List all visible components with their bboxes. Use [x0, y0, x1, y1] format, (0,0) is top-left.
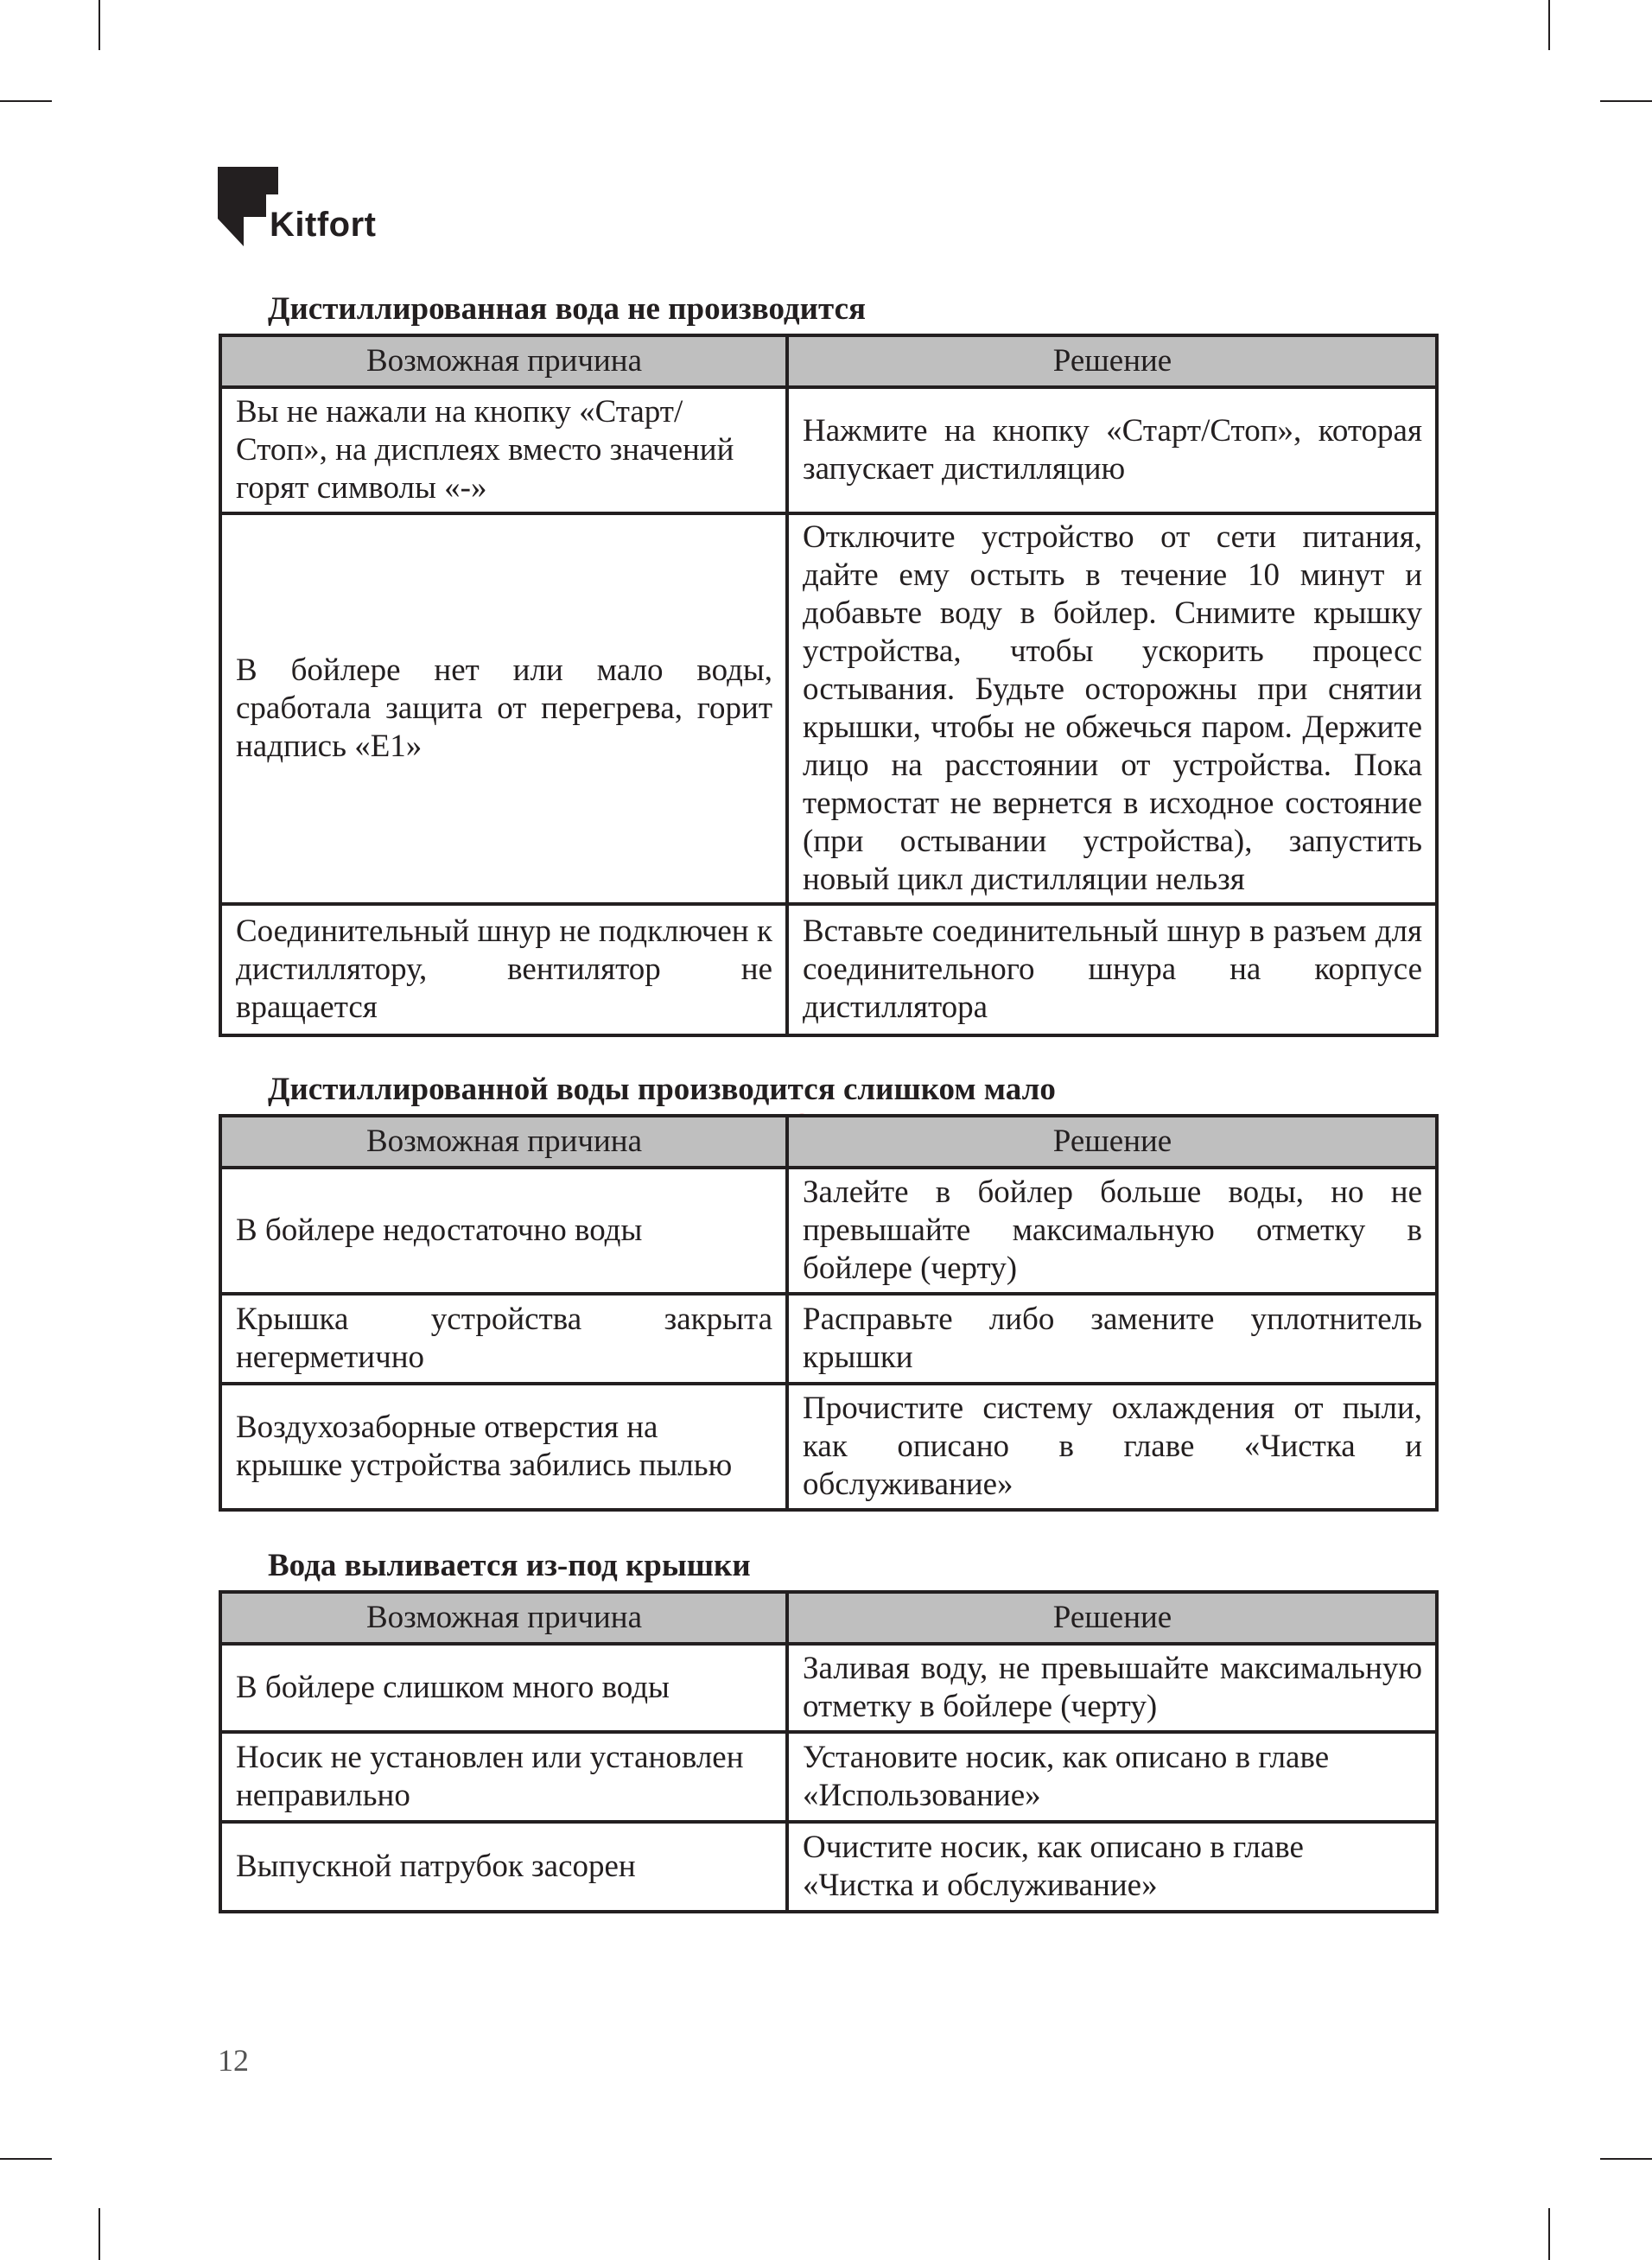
- crop-mark: [98, 0, 100, 50]
- cause-cell: Выпускной патрубок засорен: [220, 1822, 787, 1912]
- section-title: Вода выливается из-под крышки: [268, 1548, 751, 1583]
- crop-mark: [1548, 0, 1550, 50]
- cause-cell: В бойлере слишком много воды: [220, 1644, 787, 1732]
- cause-cell: Крышка устройства закрыта негерметично: [220, 1294, 787, 1384]
- solution-cell: Вставьте соединительный шнур в разъем для соединительного шнура на корпусе дистиллятора: [787, 904, 1437, 1035]
- solution-column-header: Решение: [787, 1592, 1437, 1644]
- cause-cell: В бойлере недостаточно воды: [220, 1168, 787, 1294]
- crop-mark: [1600, 100, 1652, 102]
- table-row: [220, 1384, 1437, 1510]
- solution-cell: Расправьте либо замените уплотнитель крышки: [787, 1294, 1437, 1384]
- solution-cell: Установите носик, как описано в главе «Использование»: [787, 1732, 1437, 1822]
- solution-cell: Нажмите на кнопку «Старт/Стоп», которая запускает дистилляцию: [787, 387, 1437, 513]
- table-row: [220, 513, 1437, 904]
- cause-column-header: Возможная причина: [220, 335, 787, 387]
- crop-mark: [98, 2208, 100, 2260]
- table-header-row: [220, 335, 1437, 387]
- solution-column-header: Решение: [787, 335, 1437, 387]
- crop-mark: [1600, 2158, 1652, 2160]
- section-title: Дистиллированная вода не производится: [268, 291, 867, 327]
- cause-cell: Носик не установлен или установлен неправильно: [220, 1732, 787, 1822]
- section-title: Дистиллированной воды производится слишком мало: [268, 1072, 1056, 1107]
- table-row: [220, 1732, 1437, 1822]
- cause-cell: Вы не нажали на кнопку «Старт/Стоп», на дисплеях вместо значений горят символы «-»: [220, 387, 787, 513]
- page-number: 12: [218, 2043, 249, 2078]
- table-row: [220, 387, 1437, 513]
- solution-cell: Заливая воду, не превышайте максимальную отметку в бойлере (черту): [787, 1644, 1437, 1732]
- crop-mark: [0, 2158, 52, 2160]
- solution-cell: Очистите носик, как описано в главе «Чистка и обслуживание»: [787, 1822, 1437, 1912]
- cause-column-header: Возможная причина: [220, 1116, 787, 1168]
- solution-cell: Отключите устройство от сети питания, дайте ему остыть в течение 10 минут и добавьте воду в бойлер. Снимите крышку устройства, чтобы ускорить процесс остывания. Будьте осторожны при снятии крышки, чтобы не обжечься паром. Держите лицо на расстоянии от устройства. Пока термостат не вернется в исходное состояние (при остывании устройства), запустить новый цикл дистилляции нельзя: [787, 513, 1437, 904]
- table-header-row: [220, 1592, 1437, 1644]
- brand-name: Kitfort: [270, 206, 377, 244]
- table-row: [220, 1168, 1437, 1294]
- solution-column-header: Решение: [787, 1116, 1437, 1168]
- troubleshooting-table: [219, 334, 1439, 1037]
- crop-mark: [0, 100, 52, 102]
- table-row: [220, 1294, 1437, 1384]
- cause-cell: Соединительный шнур не подключен к дистиллятору, вентилятор не вращается: [220, 904, 787, 1035]
- troubleshooting-table: [219, 1114, 1439, 1512]
- table-row: [220, 904, 1437, 1035]
- troubleshooting-table: [219, 1590, 1439, 1913]
- cause-cell: Воздухозаборные отверстия на крышке устройства забились пылью: [220, 1384, 787, 1510]
- solution-cell: Прочистите систему охлаждения от пыли, как описано в главе «Чистка и обслуживание»: [787, 1384, 1437, 1510]
- cause-cell: В бойлере нет или мало воды, сработала защита от перегрева, горит надпись «E1»: [220, 513, 787, 904]
- table-header-row: [220, 1116, 1437, 1168]
- table-row: [220, 1644, 1437, 1732]
- table-row: [220, 1822, 1437, 1912]
- crop-mark: [1548, 2208, 1550, 2260]
- solution-cell: Залейте в бойлер больше воды, но не превышайте максимальную отметку в бойлере (черту): [787, 1168, 1437, 1294]
- cause-column-header: Возможная причина: [220, 1592, 787, 1644]
